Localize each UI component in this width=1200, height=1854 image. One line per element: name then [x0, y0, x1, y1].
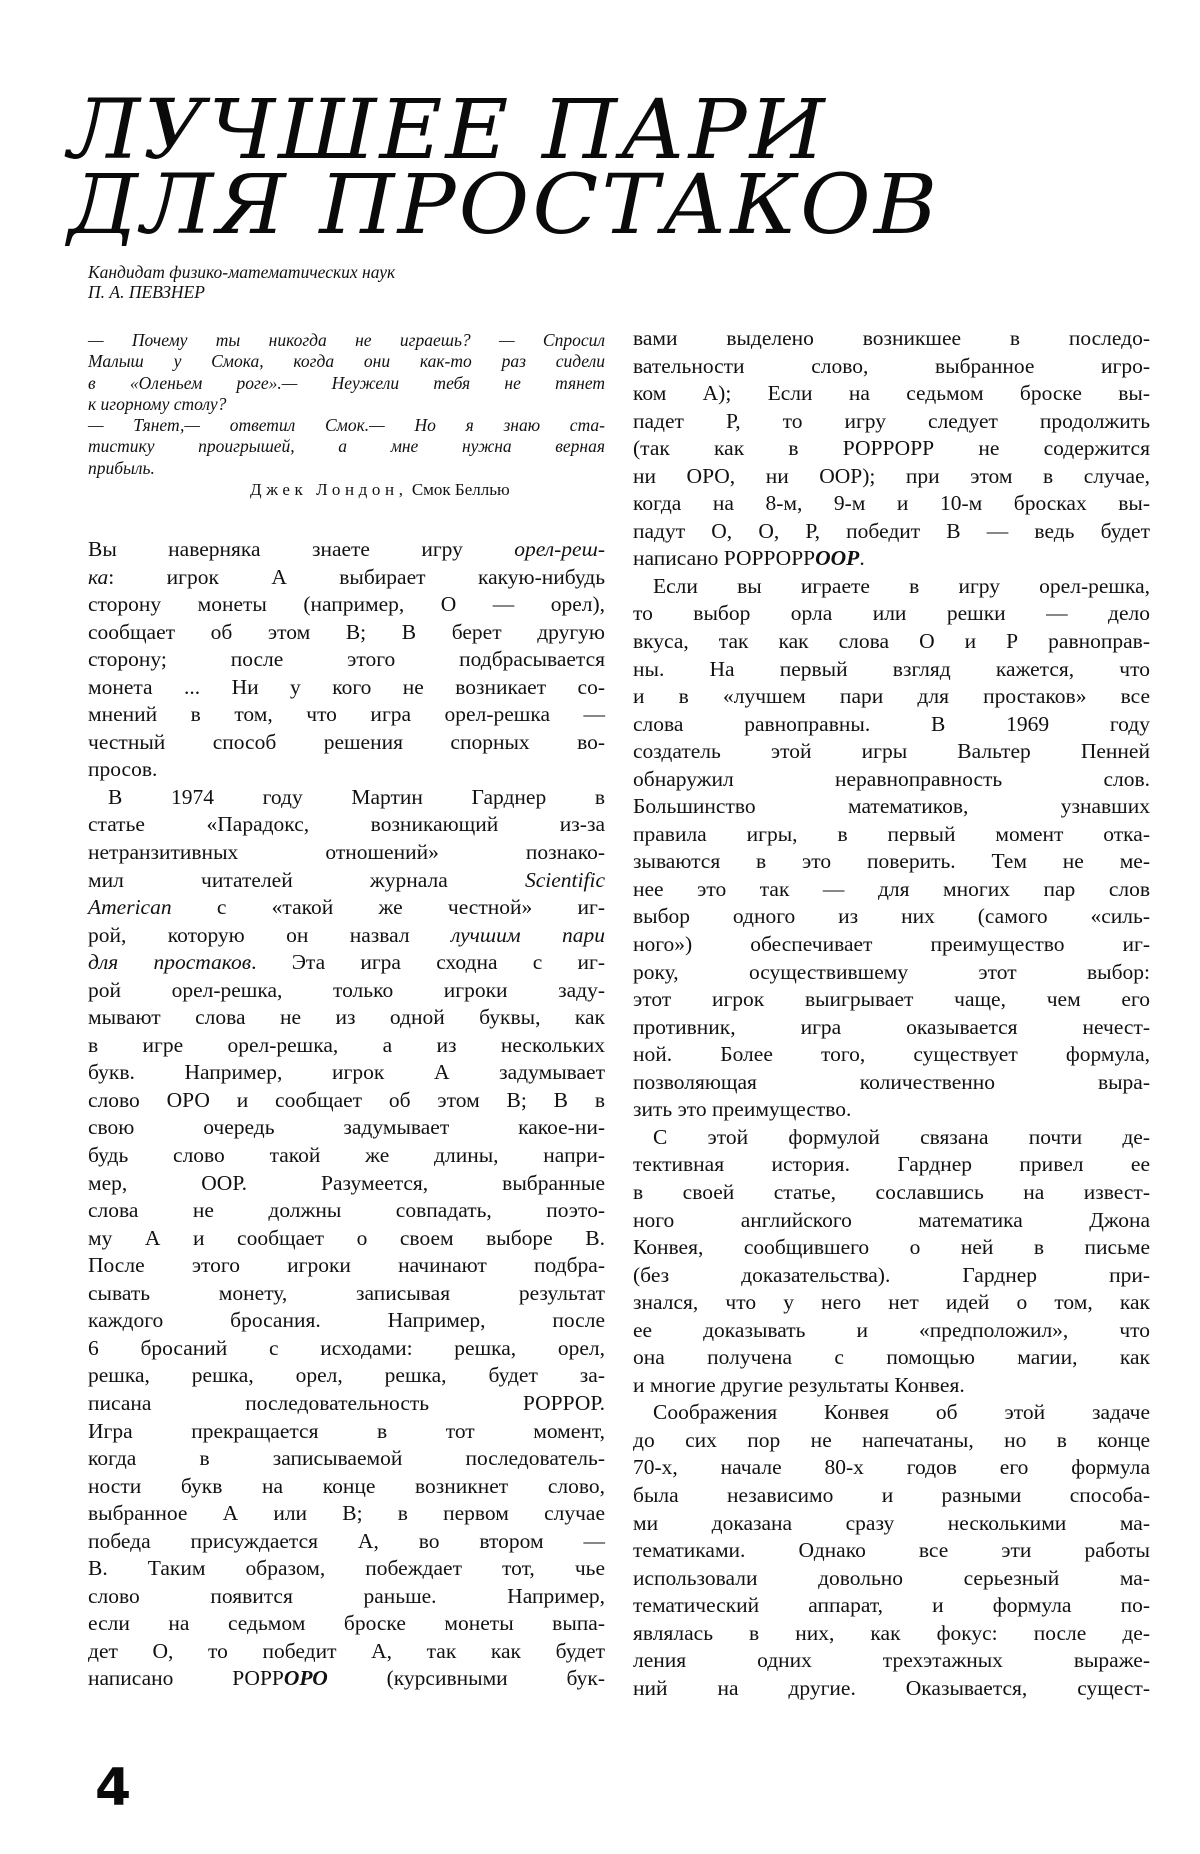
text-run: 6 бросаний с исходами: решка, орел, [88, 1335, 605, 1360]
text-run: ний на другие. Оказывается, сущест- [633, 1675, 1150, 1700]
text-line [88, 564, 605, 592]
epigraph-source-author: Джек Лондон, [250, 480, 408, 499]
text-line [88, 591, 605, 619]
text-run: этот игрок выигрывает чаще, чем его [633, 987, 1150, 1012]
text-line [633, 1014, 1150, 1042]
text-run: сывать монету, записывая результат [88, 1280, 605, 1305]
italic-emphasis: American [88, 895, 172, 920]
article-title-line-1: ЛУЧШЕЕ ПАРИ [68, 82, 828, 178]
italic-emphasis: ка [88, 564, 109, 589]
text-line [88, 1638, 605, 1666]
text-run: победа присуждается А, во втором — [88, 1528, 605, 1553]
text-run: ни ОРО, ни ООР); при этом в случае, [633, 463, 1150, 488]
text-line [633, 1344, 1150, 1372]
text-column-right [633, 325, 1150, 1702]
text-line [633, 793, 1150, 821]
text-run: (курсивными бук- [327, 1666, 605, 1691]
text-line [88, 756, 605, 784]
text-run: решка, решка, орел, решка, будет за- [88, 1363, 605, 1388]
text-line [633, 1262, 1150, 1290]
text-run: сторону монеты (например, О — орел), [88, 592, 605, 617]
text-run: и многие другие результаты Конвея. [633, 1372, 965, 1397]
text-run: После этого игроки начинают подбра- [88, 1253, 605, 1278]
text-run: зываются в это поверить. Тем не ме- [633, 849, 1150, 874]
text-line [88, 1583, 605, 1611]
text-line [633, 1317, 1150, 1345]
text-line [88, 811, 605, 839]
text-run: : игрок А выбирает какую-нибудь [108, 564, 605, 589]
text-run: С этой формулой связана почти де- [653, 1124, 1150, 1149]
text-run: будь слово такой же длины, напри- [88, 1143, 605, 1168]
text-run: написано РОРР [88, 1666, 284, 1691]
text-run: являлась в них, как фокус: после де- [633, 1620, 1150, 1645]
text-line [633, 931, 1150, 959]
text-line [633, 1620, 1150, 1648]
text-line [88, 1059, 605, 1087]
text-line [633, 683, 1150, 711]
text-line [88, 1500, 605, 1528]
text-run: до сих пор не напечатаны, но в конце [633, 1427, 1150, 1452]
text-line [633, 1234, 1150, 1262]
text-line [88, 839, 605, 867]
text-run: дет О, то победит А, так как будет [88, 1638, 605, 1663]
text-run: падут О, О, Р, победит В — ведь будет [633, 518, 1150, 543]
epigraph-source [250, 480, 510, 500]
text-run: ного») обеспечивает преимущество иг- [633, 932, 1150, 957]
text-run: ми доказана сразу несколькими ма- [633, 1510, 1150, 1535]
text-run: ности букв на конце возникнет слово, [88, 1473, 605, 1498]
text-run: написано РОРРОРР [633, 546, 816, 571]
text-run: она получена с помощью магии, как [633, 1345, 1150, 1370]
epigraph-line: к игорному столу? [88, 393, 227, 414]
text-run: мил читателей журнала [88, 867, 525, 892]
text-run: в игре орел-решка, а из нескольких [88, 1032, 605, 1057]
text-run: Вы наверняка знаете игру [88, 537, 515, 561]
text-run: рой, которую он назвал [88, 922, 452, 947]
text-run: вательности слово, выбранное игро- [633, 353, 1150, 378]
text-line [88, 1032, 605, 1060]
text-line [633, 959, 1150, 987]
text-run: року, осуществившему этот выбор: [633, 959, 1150, 984]
text-line [88, 1307, 605, 1335]
text-run: когда на 8-м, 9-м и 10-м бросках вы- [633, 491, 1150, 516]
text-run: монета ... Ни у кого не возникает со- [88, 674, 605, 699]
text-run: слова не должны совпадать, поэто- [88, 1198, 605, 1223]
text-run: нетранзитивных отношений» познако- [88, 840, 605, 865]
text-line [633, 463, 1150, 491]
italic-emphasis: Scientific [525, 867, 605, 892]
text-line [633, 1041, 1150, 1069]
text-line [633, 1151, 1150, 1179]
text-line [633, 1179, 1150, 1207]
text-line [88, 949, 605, 977]
text-line [88, 729, 605, 757]
text-run: честный способ решения спорных во- [88, 729, 605, 754]
text-run: вкуса, так как слова О и Р равноправ- [633, 629, 1150, 654]
text-line [633, 1124, 1150, 1152]
text-line [88, 1610, 605, 1638]
epigraph-line: в «Оленьем роге».— Неужели тебя не тянет [88, 372, 605, 393]
bold-italic-emphasis: ОРО [283, 1666, 328, 1691]
text-line [88, 646, 605, 674]
text-run: тематический аппарат, и формула по- [633, 1593, 1150, 1618]
text-column-left [88, 536, 605, 1693]
text-line [88, 1528, 605, 1556]
text-run: (без доказательства). Гарднер при- [633, 1262, 1150, 1287]
author-byline [88, 262, 395, 302]
text-run: позволяющая количественно выра- [633, 1069, 1150, 1094]
text-run: (так как в РОРРОРР не содержится [633, 436, 1150, 461]
text-run: сообщает об этом В; В берет другую [88, 619, 605, 644]
text-line [633, 490, 1150, 518]
text-run: ного английского математика Джона [633, 1207, 1150, 1232]
text-line [633, 1537, 1150, 1565]
text-line [633, 1289, 1150, 1317]
author-name: П. А. ПЕВЗНЕР [88, 282, 205, 302]
text-line [88, 1665, 605, 1693]
text-line [633, 600, 1150, 628]
text-line [88, 1004, 605, 1032]
text-run: статье «Парадокс, возникающий из-за [88, 812, 605, 837]
text-run: Если вы играете в игру орел-решка, [653, 573, 1150, 598]
text-run: мер, ООР. Разумеется, выбранные [88, 1170, 605, 1195]
text-run: свою очередь задумывает какое-ни- [88, 1115, 605, 1140]
text-run: то выбор орла или решки — дело [633, 601, 1150, 626]
text-run: 70-х, начале 80-х годов его формула [633, 1455, 1150, 1480]
text-run: вами выделено возникшее в последо- [633, 326, 1150, 350]
text-run: каждого бросания. Например, после [88, 1308, 605, 1333]
epigraph [88, 330, 605, 479]
text-line [633, 1510, 1150, 1538]
text-run: Игра прекращается в тот момент, [88, 1418, 605, 1443]
text-line [88, 1335, 605, 1363]
epigraph-line: тистику проигрышей, а мне нужна верная [88, 436, 605, 457]
text-run: . Эта игра сходна с иг- [251, 950, 605, 975]
text-run: ления одних трехэтажных выраже- [633, 1648, 1150, 1673]
text-run: му А и сообщает о своем выборе В. [88, 1225, 605, 1250]
text-line [633, 1647, 1150, 1675]
text-line [633, 1592, 1150, 1620]
text-run: обнаружил неравноправность слов. [633, 766, 1150, 791]
text-line [88, 922, 605, 950]
text-line [633, 435, 1150, 463]
text-line [88, 1280, 605, 1308]
text-run: Соображения Конвея об этой задаче [653, 1400, 1150, 1425]
text-run: выбранное А или В; в первом случае [88, 1501, 605, 1526]
text-line [633, 903, 1150, 931]
author-degree: Кандидат физико-математических наук [88, 262, 396, 282]
text-run: ком А); Если на седьмом броске вы- [633, 381, 1150, 406]
text-run: была независимо и разными способа- [633, 1482, 1150, 1507]
text-run: когда в записываемой последователь- [88, 1446, 605, 1471]
text-line [633, 848, 1150, 876]
text-run: сторону; после этого подбрасывается [88, 647, 605, 672]
text-run: падет Р, то игру следует продолжить [633, 408, 1150, 433]
text-line [633, 711, 1150, 739]
text-run: противник, игра оказывается нечест- [633, 1014, 1150, 1039]
text-line [633, 325, 1150, 353]
text-run: ны. На первый взгляд кажется, что [633, 656, 1150, 681]
text-run: использовали довольно серьезный ма- [633, 1565, 1150, 1590]
text-line [633, 1069, 1150, 1097]
text-line [88, 1445, 605, 1473]
italic-emphasis: орел-реш- [514, 537, 605, 561]
text-line [88, 1087, 605, 1115]
text-line [88, 619, 605, 647]
text-run: тективная история. Гарднер привел ее [633, 1152, 1150, 1177]
text-run: ее доказывать и «предположил», что [633, 1317, 1150, 1342]
text-line [88, 1362, 605, 1390]
text-run: писана последовательность РОРРОР. [88, 1390, 605, 1415]
bold-italic-emphasis: ООР [815, 546, 860, 571]
text-line [88, 1142, 605, 1170]
text-run: ной. Более того, существует формула, [633, 1042, 1150, 1067]
text-run: с «такой же честной» иг- [171, 895, 605, 920]
text-line [633, 573, 1150, 601]
text-line [633, 380, 1150, 408]
text-line [88, 784, 605, 812]
text-line [88, 1170, 605, 1198]
text-line [633, 1454, 1150, 1482]
text-run: в своей статье, сославшись на извест- [633, 1179, 1150, 1204]
text-line [633, 876, 1150, 904]
text-line [633, 738, 1150, 766]
text-line [88, 1225, 605, 1253]
text-line [633, 1565, 1150, 1593]
text-run: создатель этой игры Вальтер Пенней [633, 739, 1150, 764]
text-run: слово появится раньше. Например, [88, 1583, 605, 1608]
text-run: просов. [88, 757, 158, 782]
epigraph-line: — Почему ты никогда не играешь? — Спросил [88, 330, 605, 350]
text-run: В 1974 году Мартин Гарднер в [108, 784, 605, 809]
text-run: и в «лучшем пари для простаков» все [633, 684, 1150, 709]
text-line [633, 353, 1150, 381]
text-line [88, 867, 605, 895]
text-run: нее это так — для многих пар слов [633, 876, 1150, 901]
text-line [88, 1197, 605, 1225]
text-line [633, 628, 1150, 656]
text-line [88, 1555, 605, 1583]
text-run: слово ОРО и сообщает об этом В; В в [88, 1087, 605, 1112]
text-run: знался, что у него нет идей о том, как [633, 1290, 1150, 1315]
text-line [633, 408, 1150, 436]
text-run: Большинство математиков, узнавших [633, 794, 1150, 819]
italic-emphasis: лучшим пари [451, 922, 606, 947]
text-run: мывают слова не из одной буквы, как [88, 1005, 605, 1030]
italic-emphasis: для простаков [88, 950, 252, 975]
text-run: правила игры, в первый момент отка- [633, 821, 1150, 846]
text-run: Конвея, сообщившего о ней в письме [633, 1235, 1150, 1260]
article-title-line-2: ДЛЯ ПРОСТАКОВ [68, 157, 941, 253]
text-line [88, 674, 605, 702]
text-line [633, 1675, 1150, 1703]
text-line [88, 701, 605, 729]
text-run: зить это преимущество. [633, 1097, 852, 1122]
text-run: . [859, 546, 865, 571]
epigraph-line: Малыш у Смока, когда они как-то раз сидели [88, 351, 605, 372]
text-line [88, 536, 605, 564]
text-line [633, 656, 1150, 684]
text-line [633, 1372, 1150, 1400]
text-line [633, 1096, 1150, 1124]
text-line [88, 1390, 605, 1418]
text-run: тематиками. Однако все эти работы [633, 1538, 1150, 1563]
text-run: мнений в том, что игра орел-решка — [88, 702, 605, 727]
text-run: В. Таким образом, побеждает тот, чье [88, 1556, 605, 1581]
text-line [633, 986, 1150, 1014]
text-line [88, 1114, 605, 1142]
text-run: рой орел-решка, только игроки заду- [88, 977, 605, 1002]
text-line [633, 518, 1150, 546]
text-line [633, 766, 1150, 794]
text-run: выбор одного из них (самого «силь- [633, 904, 1150, 929]
epigraph-source-work: Смок Беллью [411, 480, 510, 499]
text-line [88, 977, 605, 1005]
epigraph-line: прибыль. [88, 457, 155, 478]
epigraph-line: — Тянет,— ответил Смок.— Но я знаю ста- [88, 415, 605, 436]
text-line [633, 1482, 1150, 1510]
text-line [88, 1252, 605, 1280]
text-line [633, 1399, 1150, 1427]
text-line [633, 821, 1150, 849]
text-run: если на седьмом броске монеты выпа- [88, 1611, 605, 1636]
text-line [633, 1207, 1150, 1235]
text-run: букв. Например, игрок А задумывает [88, 1060, 605, 1085]
text-line [88, 894, 605, 922]
text-line [88, 1473, 605, 1501]
text-line [633, 545, 1150, 573]
text-line [88, 1418, 605, 1446]
text-run: слова равноправны. В 1969 году [633, 711, 1150, 736]
text-line [633, 1427, 1150, 1455]
page-number: 4 [95, 1758, 132, 1818]
